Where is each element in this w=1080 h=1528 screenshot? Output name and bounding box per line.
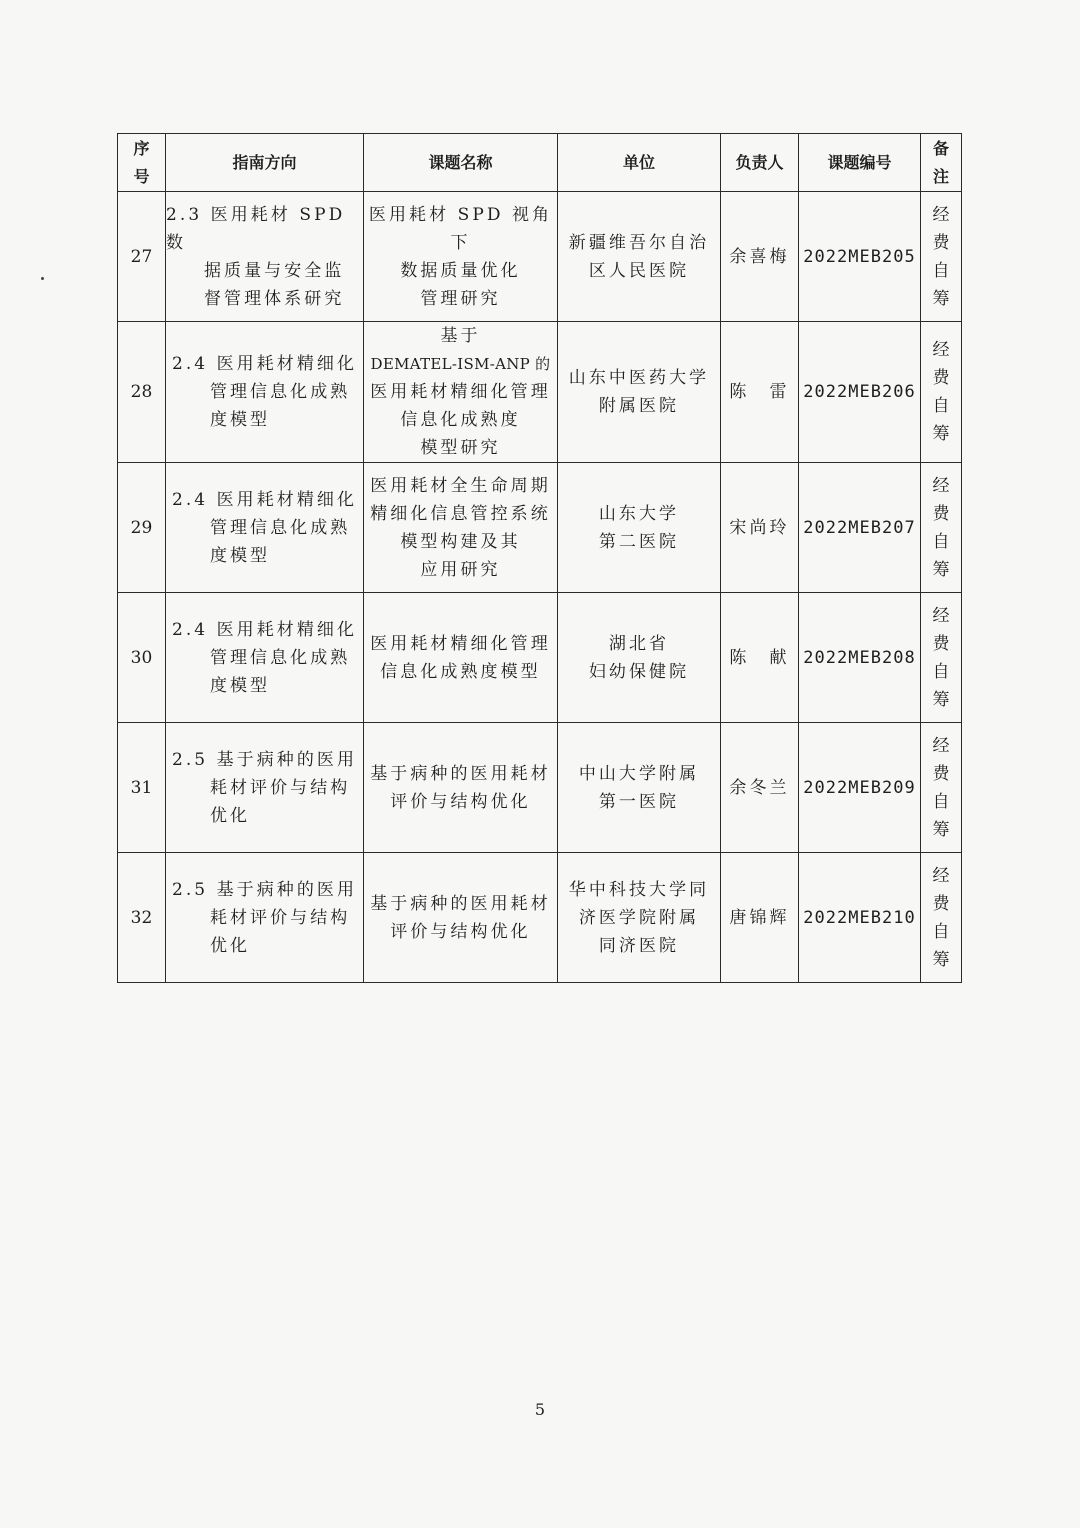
- cell-seq: [118, 593, 166, 723]
- seq-value: 27: [130, 246, 153, 267]
- cell-code: [799, 853, 921, 983]
- cell-leader: [721, 593, 799, 723]
- cell-line: 筹: [932, 819, 950, 840]
- cell-line: 医用耗材精细化管理: [370, 382, 551, 402]
- cell-line: 基于病种的医用耗材: [370, 893, 551, 914]
- project-code: 2022MEB207: [803, 517, 916, 538]
- cell-line: 经: [932, 605, 950, 626]
- project-table: [117, 133, 962, 983]
- cell-line: 济医学院附属: [578, 907, 700, 928]
- cell-line: 医用耗材全生命周期: [370, 475, 551, 496]
- table-row: [118, 853, 962, 983]
- header-row: [118, 134, 962, 192]
- header-code: 课题编号: [799, 134, 921, 192]
- seq-value: 29: [130, 517, 153, 538]
- cell-line: 筹: [932, 949, 950, 970]
- cell-line: 自: [932, 396, 950, 416]
- cell-unit: [558, 853, 721, 983]
- cell-line: 医用耗材精细化管理: [370, 633, 551, 654]
- cell-code: [799, 463, 921, 593]
- cell-line: 中山大学附属: [578, 763, 700, 784]
- cell-line: 度模型: [209, 545, 271, 566]
- cell-line: 妇幼保健院: [588, 661, 690, 682]
- header-seq: 序 号: [118, 134, 166, 192]
- cell-direction: [166, 593, 364, 723]
- leader-name: 陈 雷: [729, 382, 790, 402]
- leader-name: 余冬兰: [729, 777, 790, 798]
- cell-line: 自: [932, 791, 950, 812]
- table-row: [118, 322, 962, 463]
- page-number: 5: [534, 1400, 546, 1419]
- cell-line: 基于: [440, 326, 481, 346]
- cell-unit: [558, 723, 721, 853]
- cell-code: [799, 593, 921, 723]
- cell-unit: [558, 322, 721, 463]
- cell-direction: [166, 322, 364, 463]
- table-row: [118, 593, 962, 723]
- cell-line: 华中科技大学同: [568, 879, 710, 900]
- cell-line: 医用耗材 SPD 视角下: [368, 204, 553, 253]
- cell-code: [799, 192, 921, 322]
- cell-line: 湖北省: [608, 633, 670, 654]
- cell-line: 2.3 医用耗材 SPD 数: [166, 204, 346, 253]
- cell-line: 据质量与安全监: [204, 260, 345, 281]
- cell-line: 精细化信息管控系统: [370, 503, 551, 524]
- cell-line: 评价与结构优化: [390, 921, 531, 942]
- cell-topic: [364, 322, 558, 463]
- cell-line: 优化: [209, 805, 251, 826]
- cell-line: 筹: [932, 288, 950, 309]
- cell-line: 经: [932, 735, 950, 756]
- cell-line: 信息化成熟度模型: [380, 661, 541, 682]
- cell-line: 经: [932, 204, 950, 225]
- cell-line: 2.5 基于病种的医用: [171, 749, 358, 770]
- cell-line: 2.5 基于病种的医用: [171, 879, 358, 900]
- cell-line: 管理研究: [420, 288, 501, 309]
- leader-name: 宋尚玲: [729, 517, 790, 538]
- project-code: 2022MEB210: [803, 907, 916, 928]
- cell-line: 信息化成熟度: [400, 410, 521, 430]
- cell-line: 管理信息化成熟: [209, 647, 351, 668]
- project-code: 2022MEB208: [803, 647, 916, 668]
- cell-remark: [921, 723, 962, 853]
- cell-line: 筹: [932, 689, 950, 710]
- cell-remark: [921, 463, 962, 593]
- cell-line: 评价与结构优化: [390, 791, 531, 812]
- seq-value: 30: [130, 647, 153, 668]
- cell-line: 自: [932, 531, 950, 552]
- cell-line: 自: [932, 661, 950, 682]
- cell-line: 基于病种的医用耗材: [370, 763, 551, 784]
- cell-line: 区人民医院: [588, 260, 690, 281]
- cell-line: 应用研究: [420, 559, 501, 580]
- header-unit: 单位: [558, 134, 721, 192]
- table-row: [118, 723, 962, 853]
- cell-direction: [166, 853, 364, 983]
- cell-remark: [921, 593, 962, 723]
- cell-line: 附属医院: [598, 396, 680, 416]
- header-remark: 备 注: [921, 134, 962, 192]
- seq-value: 32: [130, 907, 153, 928]
- cell-line: 自: [932, 921, 950, 942]
- cell-line: 2.4 医用耗材精细化: [171, 619, 358, 640]
- cell-remark: [921, 322, 962, 463]
- cell-line: 费: [932, 503, 950, 524]
- cell-leader: [721, 723, 799, 853]
- cell-direction: [166, 192, 364, 322]
- cell-code: [799, 322, 921, 463]
- cell-leader: [721, 463, 799, 593]
- cell-line: 耗材评价与结构: [209, 907, 351, 928]
- cell-line: 经: [932, 475, 950, 496]
- cell-unit: [558, 463, 721, 593]
- header-direction: 指南方向: [166, 134, 364, 192]
- cell-leader: [721, 322, 799, 463]
- cell-line: 耗材评价与结构: [209, 777, 351, 798]
- cell-line: 费: [932, 633, 950, 654]
- cell-line: 度模型: [209, 410, 271, 430]
- seq-value: 28: [130, 382, 153, 402]
- cell-line: 费: [932, 232, 950, 253]
- seq-value: 31: [130, 777, 153, 798]
- cell-leader: [721, 853, 799, 983]
- cell-leader: [721, 192, 799, 322]
- table-row: [118, 192, 962, 322]
- cell-line: 第一医院: [598, 791, 680, 812]
- cell-line: 经: [932, 865, 950, 886]
- cell-line: 同济医院: [598, 935, 680, 956]
- cell-topic: [364, 593, 558, 723]
- cell-line: 筹: [932, 559, 950, 580]
- cell-line: 管理信息化成熟: [209, 517, 351, 538]
- cell-remark: [921, 853, 962, 983]
- cell-line: 山东大学: [598, 503, 680, 524]
- cell-line: 管理信息化成熟: [209, 382, 351, 402]
- cell-unit: [558, 192, 721, 322]
- cell-code: [799, 723, 921, 853]
- cell-line: 度模型: [209, 675, 271, 696]
- header-leader: 负责人: [721, 134, 799, 192]
- scan-speck: [41, 277, 44, 280]
- project-code: 2022MEB206: [803, 382, 916, 402]
- leader-name: 唐锦辉: [729, 907, 790, 928]
- cell-seq: [118, 322, 166, 463]
- header-topic: 课题名称: [364, 134, 558, 192]
- cell-direction: [166, 723, 364, 853]
- project-code: 2022MEB209: [803, 777, 916, 798]
- cell-line: 费: [932, 893, 950, 914]
- cell-line: 费: [932, 368, 950, 388]
- cell-line: 优化: [209, 935, 251, 956]
- cell-seq: [118, 853, 166, 983]
- cell-line: 山东中医药大学: [568, 368, 710, 388]
- cell-line: 2.4 医用耗材精细化: [171, 489, 358, 510]
- cell-unit: [558, 593, 721, 723]
- cell-line: 督管理体系研究: [204, 288, 345, 309]
- cell-remark: [921, 192, 962, 322]
- cell-line: 2.4 医用耗材精细化: [171, 354, 358, 374]
- leader-name: 陈 献: [729, 647, 790, 668]
- cell-line: 模型研究: [420, 438, 501, 458]
- cell-line: 第二医院: [598, 531, 680, 552]
- cell-seq: [118, 723, 166, 853]
- cell-topic: [364, 192, 558, 322]
- cell-line: 自: [932, 260, 950, 281]
- project-code: 2022MEB205: [803, 246, 916, 267]
- cell-topic: [364, 853, 558, 983]
- cell-line: 新疆维吾尔自治: [568, 232, 710, 253]
- cell-topic: [364, 723, 558, 853]
- cell-line: 模型构建及其: [400, 531, 521, 552]
- cell-seq: [118, 192, 166, 322]
- cell-line: 筹: [932, 424, 950, 444]
- leader-name: 余喜梅: [729, 246, 790, 267]
- cell-line: 费: [932, 763, 950, 784]
- cell-seq: [118, 463, 166, 593]
- table-row: [118, 463, 962, 593]
- cell-line: 经: [932, 340, 950, 360]
- cell-line: 数据质量优化: [400, 260, 521, 281]
- cell-topic: [364, 463, 558, 593]
- cell-direction: [166, 463, 364, 593]
- cell-line: DEMATEL-ISM-ANP 的: [370, 355, 551, 373]
